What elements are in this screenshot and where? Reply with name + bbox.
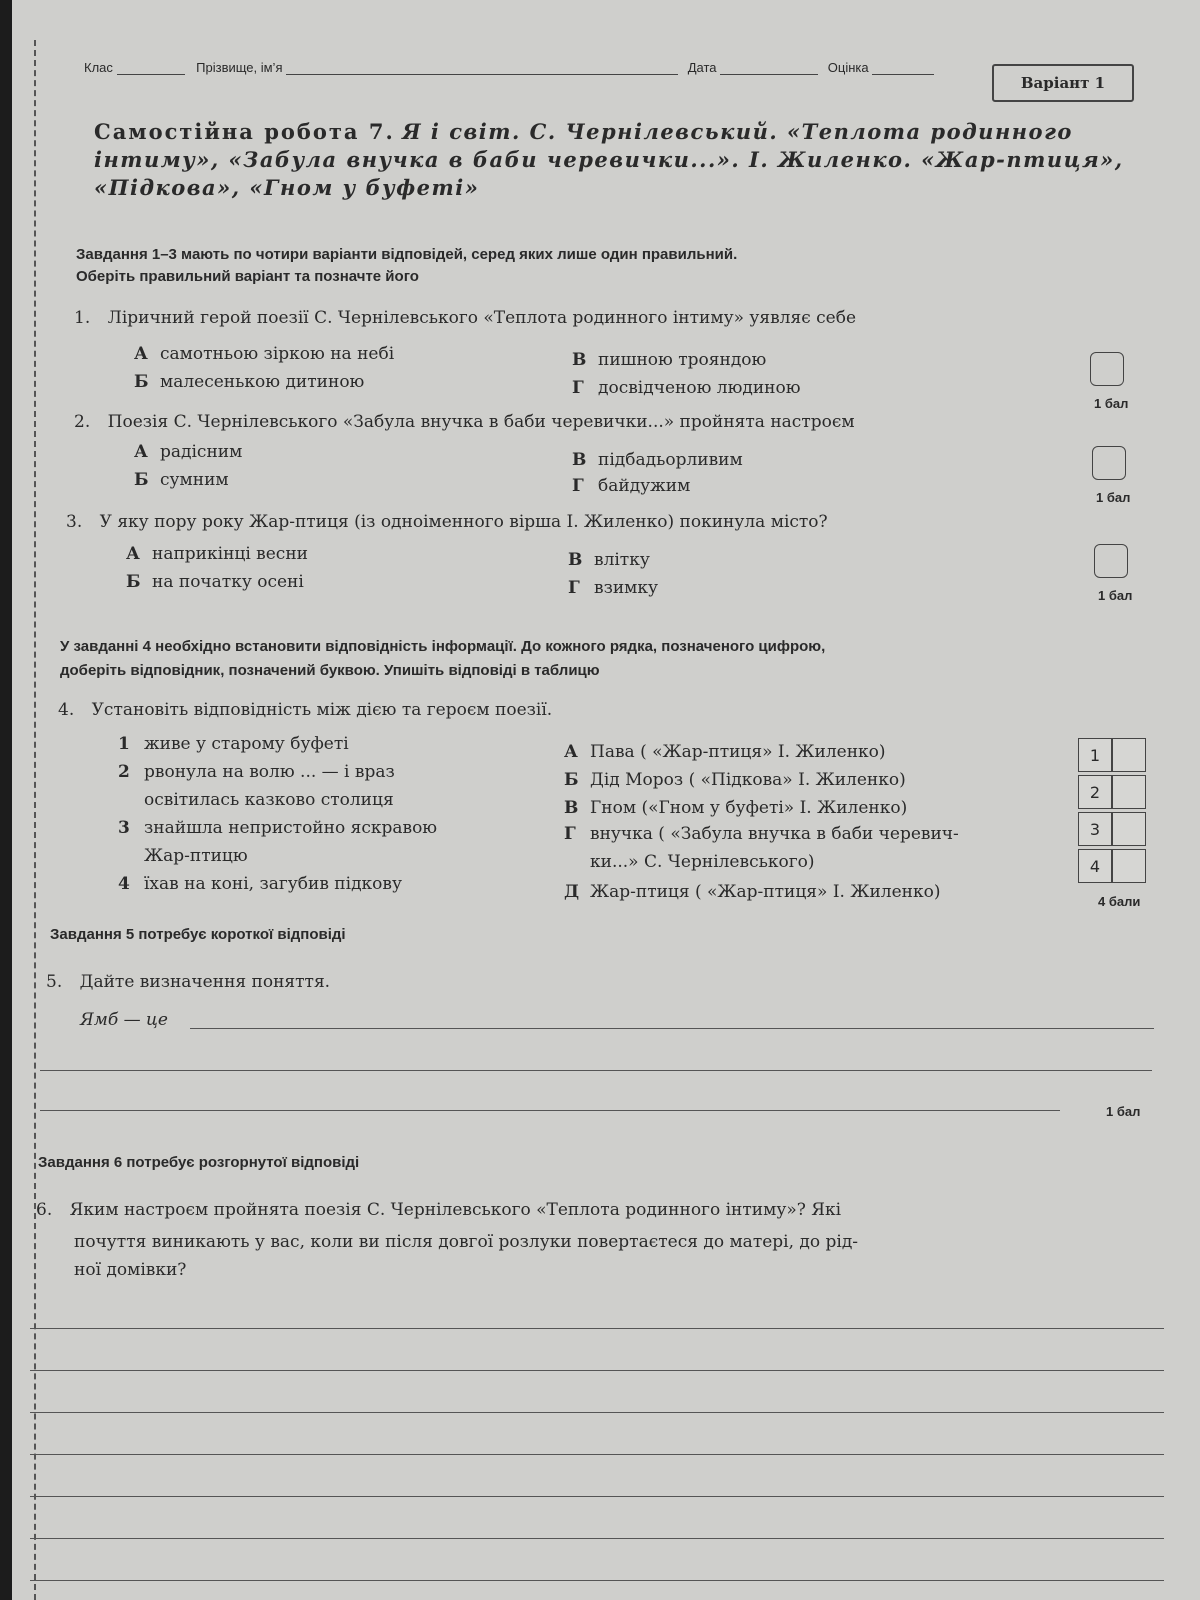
- answer-cell[interactable]: [1112, 849, 1146, 883]
- item-text: Дід Мороз ( «Підкова» І. Жиленко): [590, 770, 906, 790]
- answer-cell[interactable]: [1112, 738, 1146, 772]
- q4-answer-table: [1078, 738, 1146, 886]
- instructions-2-line-2: доберіть відповідник, позначений буквою. Упишіть відповіді в таблицю: [60, 662, 600, 679]
- question-text-line-1: Яким настроєм пройнята поезія С. Чернілевського «Теплота родинного інтиму»? Які: [69, 1200, 842, 1220]
- q4-left-3-cont: Жар-птицю: [144, 846, 248, 866]
- item-number: 1: [118, 734, 130, 754]
- option-text: самотньою зіркою на небі: [160, 344, 395, 364]
- q2-points: 1 бал: [1096, 490, 1131, 505]
- item-letter: Г: [564, 824, 576, 844]
- item-text: Жар-птиця ( «Жар-птиця» І. Жиленко): [590, 882, 941, 902]
- row-number: 3: [1078, 812, 1112, 846]
- q5-answer-line-3[interactable]: [40, 1110, 1060, 1111]
- name-field[interactable]: [286, 60, 678, 75]
- q6-answer-line[interactable]: [30, 1412, 1164, 1413]
- question-1: [74, 308, 856, 328]
- item-text: Гном («Гном у буфеті» І. Жиленко): [590, 798, 908, 818]
- name-label: Прізвище, ім’я: [196, 60, 283, 75]
- header-fields: [84, 60, 934, 75]
- q2-option-b[interactable]: [134, 470, 229, 490]
- option-letter: В: [572, 350, 587, 370]
- q5-points: 1 бал: [1106, 1104, 1141, 1119]
- date-field[interactable]: [720, 60, 818, 75]
- question-text: У яку пору року Жар-птиця (із одноіменного вірша І. Жиленко) покинула місто?: [99, 512, 828, 532]
- q2-answer-box[interactable]: [1092, 446, 1126, 480]
- row-number: 1: [1078, 738, 1112, 772]
- question-text: Поезія С. Чернілевського «Забула внучка в баби черевички...» пройнята настроєм: [107, 412, 855, 432]
- item-number: 3: [118, 818, 130, 838]
- question-text: Ліричний герой поезії С. Чернілевського «Теплота родинного інтиму» уявляє себе: [107, 308, 857, 328]
- q4-left-4: [118, 874, 402, 894]
- option-letter: Г: [572, 378, 584, 398]
- item-text: їхав на коні, загубив підкову: [144, 874, 402, 894]
- q5-prompt: Ямб — це: [80, 1010, 168, 1030]
- answer-row: [1078, 775, 1146, 812]
- option-letter: Б: [134, 372, 149, 392]
- question-3: [66, 512, 828, 532]
- q4-left-1: [118, 734, 349, 754]
- class-label: Клас: [84, 60, 113, 75]
- worksheet-page: [12, 0, 1200, 1600]
- item-number: 2: [118, 762, 130, 782]
- question-text: Установіть відповідність між дією та героєм поезії.: [91, 700, 553, 720]
- q3-option-b[interactable]: [126, 572, 304, 592]
- q1-option-g[interactable]: [572, 378, 801, 398]
- answer-row: [1078, 812, 1146, 849]
- instructions-2-line-1: У завданні 4 необхідно встановити відповідність інформації. До кожного рядка, позначеного цифрою,: [60, 638, 826, 655]
- q3-answer-box[interactable]: [1094, 544, 1128, 578]
- variant-box: Варіант 1: [992, 64, 1134, 102]
- option-text: на початку осені: [152, 572, 304, 592]
- item-text: Пава ( «Жар-птиця» І. Жиленко): [590, 742, 886, 762]
- option-text: взимку: [594, 578, 659, 598]
- q4-left-2: [118, 762, 395, 782]
- option-letter: В: [572, 450, 587, 470]
- option-letter: Г: [568, 578, 580, 598]
- question-6: [36, 1200, 841, 1220]
- q4-right-g-cont: ки...» С. Чернілевського): [590, 852, 815, 872]
- instructions-1-line-2: Оберіть правильний варіант та позначте його: [76, 268, 419, 285]
- question-number: 2.: [74, 412, 91, 432]
- item-text: живе у старому буфеті: [144, 734, 349, 754]
- option-letter: Г: [572, 476, 584, 496]
- question-number: 1.: [74, 308, 91, 328]
- question-4: [58, 700, 552, 720]
- q2-option-g[interactable]: [572, 476, 690, 496]
- q6-answer-line[interactable]: [30, 1580, 1164, 1581]
- q6-answer-line[interactable]: [30, 1454, 1164, 1455]
- answer-cell[interactable]: [1112, 812, 1146, 846]
- q1-answer-box[interactable]: [1090, 352, 1124, 386]
- q2-option-v[interactable]: [572, 450, 743, 470]
- grade-label: Оцінка: [827, 60, 869, 75]
- question-number: 3.: [66, 512, 83, 532]
- option-text: наприкінці весни: [152, 544, 308, 564]
- q4-left-2-cont: освітилась казково столиця: [144, 790, 394, 810]
- grade-field[interactable]: [872, 60, 934, 75]
- row-number: 2: [1078, 775, 1112, 809]
- item-letter: Д: [564, 882, 580, 902]
- cut-line: [34, 40, 36, 1600]
- q4-right-a: [564, 742, 886, 762]
- q4-right-v: [564, 798, 907, 818]
- q2-option-a[interactable]: [134, 442, 242, 462]
- option-letter: Б: [126, 572, 141, 592]
- q6-answer-line[interactable]: [30, 1496, 1164, 1497]
- item-number: 4: [118, 874, 130, 894]
- row-number: 4: [1078, 849, 1112, 883]
- option-letter: В: [568, 550, 583, 570]
- q1-option-a[interactable]: [134, 344, 394, 364]
- q3-option-g[interactable]: [568, 578, 658, 598]
- instructions-4: Завдання 6 потребує розгорнутої відповіді: [38, 1154, 360, 1171]
- option-text: влітку: [594, 550, 650, 570]
- question-2: [74, 412, 855, 432]
- option-letter: А: [134, 344, 148, 364]
- q5-answer-line-1[interactable]: [190, 1028, 1154, 1029]
- q6-answer-line[interactable]: [30, 1538, 1164, 1539]
- q3-option-a[interactable]: [126, 544, 308, 564]
- q4-points: 4 бали: [1098, 894, 1141, 909]
- q4-right-d: [564, 882, 940, 902]
- q5-answer-line-2[interactable]: [40, 1070, 1152, 1071]
- question-text-line-3: ної домівки?: [74, 1260, 187, 1280]
- option-letter: А: [126, 544, 140, 564]
- question-text-line-2: почуття виникають у вас, коли ви після довгої розлуки повертаєтеся до матері, до рід-: [74, 1232, 859, 1252]
- option-text: сумним: [160, 470, 229, 490]
- question-text: Дайте визначення поняття.: [79, 972, 331, 992]
- answer-cell[interactable]: [1112, 775, 1146, 809]
- option-text: підбадьорливим: [598, 450, 743, 470]
- question-5: [46, 972, 330, 992]
- item-letter: А: [564, 742, 578, 762]
- date-label: Дата: [687, 60, 717, 75]
- option-text: малесенькою дитиною: [160, 372, 365, 392]
- q4-left-3: [118, 818, 437, 838]
- item-text: внучка ( «Забула внучка в баби черевич-: [590, 824, 959, 844]
- option-letter: А: [134, 442, 148, 462]
- question-number: 5.: [46, 972, 63, 992]
- instructions-3: Завдання 5 потребує короткої відповіді: [50, 926, 346, 943]
- q4-right-b: [564, 770, 906, 790]
- item-text: рвонула на волю ... — і враз: [144, 762, 395, 782]
- q4-right-g: [564, 824, 959, 844]
- option-text: досвідченою людиною: [598, 378, 801, 398]
- q1-option-v[interactable]: [572, 350, 766, 370]
- q3-option-v[interactable]: [568, 550, 650, 570]
- answer-row: [1078, 849, 1146, 886]
- question-number: 4.: [58, 700, 75, 720]
- item-text: знайшла непристойно яскравою: [144, 818, 438, 838]
- option-text: радісним: [160, 442, 243, 462]
- answer-row: [1078, 738, 1146, 775]
- option-text: пишною трояндою: [598, 350, 767, 370]
- title-rest: Я і світ. С. Чернілевський. «Теплота родинного інтиму», «Забула внучка в баби черевички...». І. Жиленко. «Жар-птиця», «Підкова», «Гном у буфеті»: [94, 119, 1124, 200]
- class-field[interactable]: [117, 60, 185, 75]
- instructions-1-line-1: Завдання 1–3 мають по чотири варіанти відповідей, серед яких лише один правильний.: [76, 246, 738, 263]
- option-letter: Б: [134, 470, 149, 490]
- page-title: [94, 118, 1154, 202]
- title-lead: Самостійна робота 7.: [94, 119, 395, 144]
- q3-points: 1 бал: [1098, 588, 1133, 603]
- q1-points: 1 бал: [1094, 396, 1129, 411]
- q1-option-b[interactable]: [134, 372, 364, 392]
- question-number: 6.: [36, 1200, 53, 1220]
- q6-answer-line[interactable]: [30, 1328, 1164, 1329]
- item-letter: В: [564, 798, 579, 818]
- q6-answer-line[interactable]: [30, 1370, 1164, 1371]
- option-text: байдужим: [598, 476, 691, 496]
- item-letter: Б: [564, 770, 579, 790]
